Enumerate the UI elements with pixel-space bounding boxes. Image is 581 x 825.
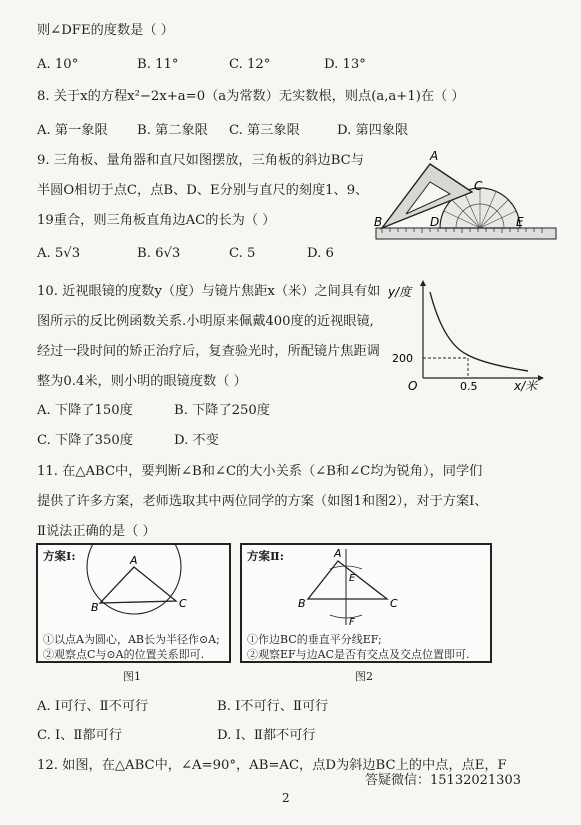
q9-line-3: 19重合，则三角板直角边AC的长为（ ） — [37, 213, 276, 228]
q10-option-c: C. 下降了350度 — [37, 433, 133, 448]
plan2-label-b: B — [298, 597, 306, 610]
ruler — [376, 228, 556, 239]
q10-line-4: 整为0.4米，则小明的眼镜度数（ ） — [37, 374, 247, 389]
q9-option-d: D. 6 — [307, 246, 334, 261]
q7-option-c: C. 12° — [229, 57, 271, 72]
q10-option-d: D. 不变 — [174, 433, 219, 448]
plan2-label-a: A — [334, 547, 342, 560]
q9-option-c: C. 5 — [229, 246, 256, 261]
triangle-abc-2 — [308, 561, 387, 599]
plan-2-note-2: ②观察EF与边AC是否有交点及交点位置即可. — [247, 648, 470, 661]
q10-line-1: 10. 近视眼镜的度数y（度）与镜片焦距x（米）之间具有如 — [37, 284, 381, 299]
plan1-label-a: A — [130, 554, 138, 567]
q10-origin: O — [408, 379, 418, 393]
plan1-label-c: C — [179, 597, 187, 610]
q10-graph — [388, 278, 548, 398]
q11-option-d: D. Ⅰ、Ⅱ都不可行 — [217, 728, 316, 743]
page-number: 2 — [282, 791, 290, 805]
q9-label-a: A — [430, 149, 439, 163]
q10-x-tick: 0.5 — [460, 380, 478, 393]
q9-line-2: 半圆O相切于点C，点B、D、E分别与直尺的刻度1、9、 — [37, 183, 369, 198]
plan-2-caption: 图2 — [355, 670, 373, 683]
q9-label-d: D — [430, 215, 440, 229]
plan-1-title: 方案Ⅰ: — [43, 549, 76, 563]
q7-option-a: A. 10° — [37, 57, 79, 72]
plan2-label-c: C — [390, 597, 398, 610]
plan-1-caption: 图1 — [123, 670, 141, 683]
q11-option-c: C. Ⅰ、Ⅱ都可行 — [37, 728, 122, 743]
q8-option-c: C. 第三象限 — [229, 123, 300, 138]
q11-line-2: 提供了许多方案，老师选取其中两位同学的方案（如图1和图2），对于方案Ⅰ、 — [37, 494, 488, 509]
plan-2-box — [240, 543, 492, 663]
q9-label-c: C — [474, 179, 483, 193]
q11-option-b: B. Ⅰ不可行、Ⅱ可行 — [217, 699, 329, 714]
triangle-abc-1 — [100, 567, 176, 603]
q10-line-2: 图所示的反比例函数关系.小明原来佩戴400度的近视眼镜, — [37, 314, 374, 329]
q9-option-a: A. 5√3 — [37, 246, 81, 261]
plan2-label-e: E — [349, 573, 356, 584]
q10-option-a: A. 下降了150度 — [37, 403, 133, 418]
inverse-curve — [430, 292, 528, 371]
q10-y-label: y/度 — [388, 285, 412, 299]
q7-option-b: B. 11° — [137, 57, 179, 72]
q8-stem: 8. 关于x的方程x²−2x+a=0（a为常数）无实数根，则点(a,a+1)在（ ） — [37, 89, 465, 104]
q9-label-e: E — [516, 215, 524, 229]
plan-1-note-2: ②观察点C与⊙A的位置关系即可. — [43, 648, 205, 661]
plan-1-figure — [38, 545, 229, 625]
plan-2-figure — [242, 545, 490, 629]
q8-option-d: D. 第四象限 — [337, 123, 409, 138]
q7-stem: 则∠DFE的度数是（ ） — [37, 23, 174, 38]
q7-option-d: D. 13° — [324, 57, 366, 72]
plan-1-note-1: ①以点A为圆心，AB长为半径作⊙A; — [43, 633, 220, 646]
plan-1-box — [36, 543, 231, 663]
plan-2-title: 方案Ⅱ: — [247, 549, 284, 563]
plan2-label-f: F — [349, 617, 355, 628]
q10-line-3: 经过一段时间的矫正治疗后，复查验光时，所配镜片焦距调 — [37, 344, 380, 359]
q11-line-3: Ⅱ说法正确的是（ ） — [37, 524, 156, 539]
q11-line-1: 11. 在△ABC中，要判断∠B和∠C的大小关系（∠B和∠C均为锐角），同学们 — [37, 464, 483, 479]
q10-x-label: x/米 — [514, 379, 538, 393]
q9-line-1: 9. 三角板、量角器和直尺如图摆放，三角板的斜边BC与 — [37, 153, 364, 168]
plan1-label-b: B — [91, 601, 99, 614]
plan-2-note-1: ①作边BC的垂直平分线EF; — [247, 633, 382, 646]
q9-figure — [372, 148, 562, 244]
contact-note: 答疑微信：15132021303 — [365, 773, 521, 788]
q8-option-b: B. 第二象限 — [137, 123, 208, 138]
q10-y-tick: 200 — [392, 352, 413, 365]
q12-stem: 12. 如图，在△ABC中，∠A=90°，AB=AC，点D为斜边BC上的中点，点E，F — [37, 758, 507, 773]
q10-option-b: B. 下降了250度 — [174, 403, 270, 418]
q11-option-a: A. Ⅰ可行、Ⅱ不可行 — [37, 699, 149, 714]
q8-option-a: A. 第一象限 — [37, 123, 108, 138]
q9-label-b: B — [374, 215, 383, 229]
q9-option-b: B. 6√3 — [137, 246, 181, 261]
